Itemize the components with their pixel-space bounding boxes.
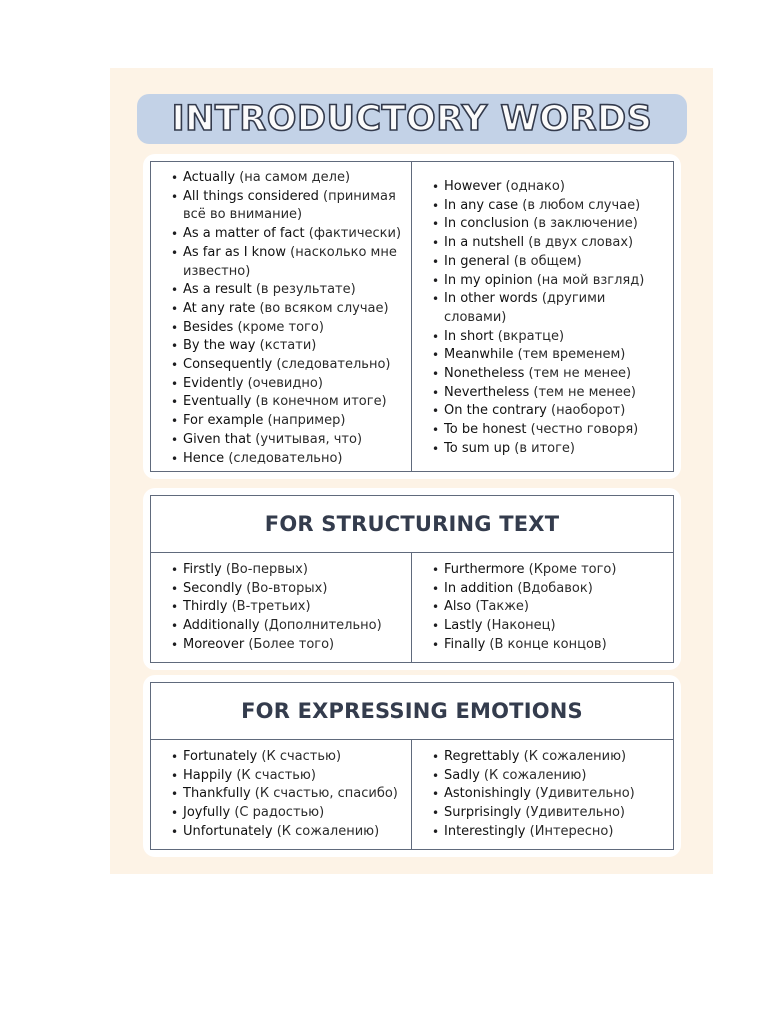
word-translation: (Также) [475, 599, 529, 615]
list-item [151, 748, 411, 767]
list-item [412, 253, 673, 272]
list-item [151, 169, 411, 188]
word-translation: (кроме того) [237, 319, 324, 335]
list-item [151, 188, 411, 225]
word-translation: (Удивительно) [525, 805, 625, 821]
list-item [412, 636, 673, 655]
word-term: Lastly [444, 618, 483, 634]
list-item [412, 234, 673, 253]
list-item [412, 384, 673, 403]
word-term: Moreover [183, 636, 245, 652]
list-item [151, 412, 411, 431]
word-term: Given that [183, 431, 252, 447]
word-translation: (учитывая, что) [255, 431, 363, 447]
word-term: Unfortunately [183, 823, 273, 839]
word-term: Fortunately [183, 749, 258, 764]
list-item [151, 598, 411, 617]
introductory-words-table [150, 161, 674, 472]
word-translation: (принимая всё во внимание) [183, 188, 396, 223]
word-term: Eventually [183, 394, 252, 410]
word-term: In any case [444, 197, 519, 213]
word-translation: (во всяком случае) [259, 300, 389, 316]
list-item [412, 785, 673, 804]
list-item [151, 561, 411, 580]
word-term: Interestingly [444, 823, 526, 839]
word-translation: (В конце концов) [489, 636, 607, 652]
list-item [412, 580, 673, 599]
word-list [412, 561, 673, 655]
list-item [412, 272, 673, 291]
list-item [151, 450, 411, 469]
word-term: Actually [183, 170, 236, 185]
word-translation: (Вдобавок) [517, 580, 593, 596]
list-item [412, 421, 673, 440]
word-term: Surprisingly [444, 805, 522, 821]
word-term: Thirdly [183, 599, 228, 615]
list-item [151, 823, 411, 842]
list-item [151, 636, 411, 655]
word-translation: (в любом случае) [522, 197, 641, 213]
word-translation: (в заключение) [533, 216, 638, 232]
word-translation: (наоборот) [551, 403, 626, 419]
expressing-emotions-card [143, 675, 681, 857]
word-term: However [444, 179, 502, 194]
word-translation: (фактически) [308, 226, 402, 242]
expressing-emotions-right-column [412, 740, 673, 850]
word-translation: (в итоге) [514, 440, 576, 456]
list-item [151, 337, 411, 356]
word-list [412, 748, 673, 842]
poster [110, 68, 713, 874]
word-term: All things considered [183, 188, 319, 204]
list-item [151, 785, 411, 804]
list-item [151, 580, 411, 599]
list-item [412, 178, 673, 197]
list-item [412, 823, 673, 842]
word-translation: (вкратце) [497, 328, 565, 344]
list-item [151, 617, 411, 636]
structuring-text-right-column [412, 553, 673, 663]
list-item [151, 375, 411, 394]
word-translation: (насколько мне известно) [183, 244, 397, 279]
list-item [412, 598, 673, 617]
word-translation: (Наконец) [486, 618, 556, 634]
word-term: At any rate [183, 300, 256, 316]
word-translation: (кстати) [259, 338, 317, 354]
word-translation: (Дополнительно) [263, 618, 382, 634]
structuring-text-left-column [151, 553, 412, 663]
word-term: In other words [444, 291, 538, 307]
word-translation: (в конечном итоге) [255, 394, 387, 410]
list-item [151, 393, 411, 412]
word-term: As a result [183, 282, 252, 298]
word-translation: (К сожалению) [276, 823, 380, 839]
list-item [412, 440, 673, 459]
word-term: Secondly [183, 580, 243, 596]
word-translation: (в результате) [255, 282, 356, 298]
word-term: Finally [444, 636, 486, 652]
word-term: Nonetheless [444, 366, 525, 382]
list-item [151, 300, 411, 319]
word-translation: (Более того) [248, 636, 335, 652]
word-translation: (тем не менее) [533, 384, 636, 400]
word-term: As far as I know [183, 244, 287, 260]
list-item [412, 767, 673, 786]
word-term: Happily [183, 767, 233, 783]
word-translation: (однако) [505, 179, 565, 194]
word-term: Astonishingly [444, 786, 531, 802]
word-translation: (С радостью) [234, 805, 325, 821]
list-item [151, 767, 411, 786]
word-term: Besides [183, 319, 234, 335]
word-term: In conclusion [444, 216, 530, 232]
word-term: On the contrary [444, 403, 547, 419]
word-list [412, 178, 673, 459]
word-term: To be honest [444, 422, 527, 438]
word-translation: (Кроме того) [528, 562, 617, 577]
word-translation: (К счастью, спасибо) [254, 786, 398, 802]
word-translation: (К сожалению) [523, 749, 627, 764]
list-item [151, 225, 411, 244]
word-translation: (другими словами) [444, 291, 606, 325]
section-header-structuring-text: FOR STRUCTURING TEXT [151, 496, 673, 553]
title-banner [137, 94, 687, 144]
word-translation: (в общем) [513, 253, 582, 269]
word-term: In short [444, 328, 494, 344]
word-translation: (например) [267, 413, 346, 429]
word-term: By the way [183, 338, 256, 354]
word-translation: (Во-первых) [225, 562, 308, 577]
list-item [151, 431, 411, 450]
word-term: Sadly [444, 767, 480, 783]
word-list [151, 748, 411, 842]
introductory-words-card [143, 154, 681, 479]
word-translation: (К счастью) [261, 749, 342, 764]
word-translation: (честно говоря) [530, 422, 639, 438]
word-term: Also [444, 599, 472, 615]
word-term: Meanwhile [444, 347, 514, 363]
word-translation: (на самом деле) [239, 170, 351, 185]
word-term: Furthermore [444, 562, 525, 577]
word-translation: (Удивительно) [535, 786, 635, 802]
word-term: In a nutshell [444, 235, 525, 251]
word-translation: (следовательно) [228, 450, 343, 466]
word-translation: (В-третьих) [231, 599, 311, 615]
word-term: Nevertheless [444, 384, 530, 400]
structuring-text-card [143, 488, 681, 670]
word-translation: (следовательно) [276, 357, 391, 373]
word-translation: (очевидно) [247, 375, 323, 391]
expressing-emotions-table [150, 682, 674, 850]
list-item [151, 319, 411, 338]
list-item [151, 804, 411, 823]
word-term: In general [444, 253, 510, 269]
list-item [412, 561, 673, 580]
list-item [412, 402, 673, 421]
word-term: Evidently [183, 375, 244, 391]
word-term: For example [183, 413, 264, 429]
list-item [412, 748, 673, 767]
word-term: As a matter of fact [183, 226, 305, 242]
list-item [412, 804, 673, 823]
word-translation: (К счастью) [236, 767, 316, 783]
word-term: In my opinion [444, 272, 533, 288]
word-translation: (Во-вторых) [246, 580, 328, 596]
expressing-emotions-left-column [151, 740, 412, 850]
list-item [151, 281, 411, 300]
list-item [412, 328, 673, 347]
list-item [412, 290, 673, 327]
list-item [151, 244, 411, 281]
word-term: Joyfully [183, 805, 231, 821]
word-translation: (Интересно) [529, 823, 614, 839]
introductory-words-right-column [412, 162, 673, 471]
list-item [412, 617, 673, 636]
word-term: Hence [183, 450, 225, 466]
list-item [412, 365, 673, 384]
word-term: Regrettably [444, 749, 520, 764]
word-list [151, 169, 411, 468]
word-translation: (в двух словах) [528, 235, 634, 251]
word-term: Additionally [183, 618, 260, 634]
section-header-expressing-emotions: FOR EXPRESSING EMOTIONS [151, 683, 673, 740]
word-term: Firstly [183, 562, 222, 577]
word-translation: (тем не менее) [528, 366, 632, 382]
list-item [412, 197, 673, 216]
word-term: Consequently [183, 357, 273, 373]
structuring-text-table [150, 495, 674, 663]
word-list [151, 561, 411, 655]
word-translation: (К сожалению) [483, 767, 587, 783]
word-term: In addition [444, 580, 514, 596]
page-title: INTRODUCTORY WORDS [171, 99, 653, 139]
word-translation: (тем временем) [517, 347, 626, 363]
introductory-words-left-column [151, 162, 412, 471]
list-item [151, 356, 411, 375]
word-translation: (на мой взгляд) [536, 272, 645, 288]
list-item [412, 346, 673, 365]
word-term: To sum up [444, 440, 511, 456]
list-item [412, 215, 673, 234]
word-term: Thankfully [183, 786, 251, 802]
